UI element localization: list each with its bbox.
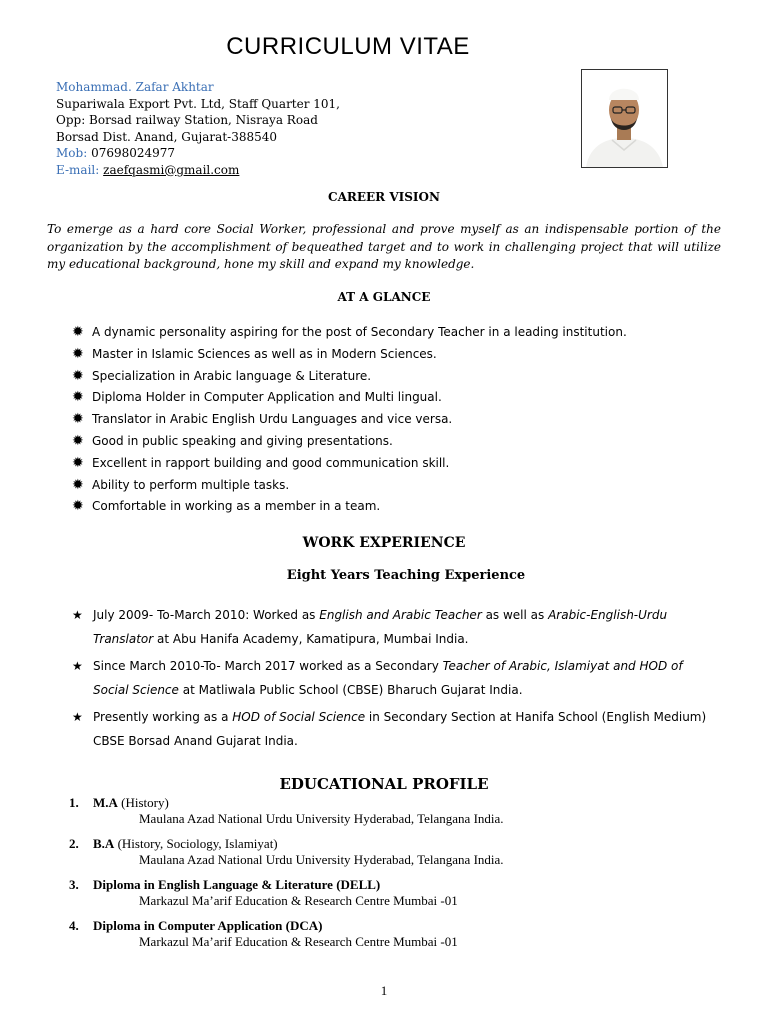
page-number: 1 — [380, 983, 388, 998]
email-label: E-mail: — [56, 162, 100, 177]
item-number: 4. — [69, 918, 79, 933]
list-item-text: Good in public speaking and giving presentations. — [92, 433, 393, 448]
address-line: Borsad Dist. Anand, Gujarat-388540 — [56, 129, 278, 144]
sun-bullet-icon: ✹ — [72, 389, 84, 406]
job-role: English and Arabic Teacher — [319, 608, 482, 622]
sun-bullet-icon: ✹ — [72, 411, 84, 428]
degree-detail: (History) — [117, 795, 169, 810]
job-text: at Matliwala Public School (CBSE) Bharuch Gujarat India. — [178, 683, 523, 697]
address-line: Supariwala Export Pvt. Ltd, Staff Quarter 101, — [56, 96, 340, 111]
job-text: Presently working as a — [93, 710, 233, 724]
star-bullet-icon: ★ — [72, 659, 83, 673]
document-title: CURRICULUM VITAE — [226, 33, 470, 60]
list-item — [72, 344, 627, 366]
work-experience-list — [72, 603, 712, 756]
job-text: Since March 2010-To- March 2017 worked as a Secondary — [93, 659, 443, 673]
item-number: 3. — [69, 877, 79, 892]
educational-profile-heading: EDUCATIONAL PROFILE — [279, 775, 489, 793]
list-item-text: Comfortable in working as a member in a team. — [92, 499, 381, 514]
mobile-number: 07698024977 — [91, 146, 176, 160]
star-bullet-icon: ★ — [72, 608, 83, 622]
list-item — [69, 795, 504, 836]
list-item — [72, 409, 627, 431]
sun-bullet-icon: ✹ — [72, 498, 84, 515]
degree-name: M.A — [93, 795, 118, 810]
list-item-text: Diploma Holder in Computer Application and Multi lingual. — [92, 390, 442, 405]
list-item — [69, 918, 504, 959]
list-item — [72, 387, 627, 409]
list-item — [69, 877, 504, 918]
list-item-text: Master in Islamic Sciences as well as in Modern Sciences. — [92, 346, 437, 361]
list-item-text: Translator in Arabic English Urdu Languages and vice versa. — [92, 412, 453, 427]
institution: Maulana Azad National Urdu University Hyderabad, Telangana India. — [139, 852, 504, 867]
degree-detail: (History, Sociology, Islamiyat) — [114, 836, 278, 851]
list-item — [69, 836, 504, 877]
star-bullet-icon: ★ — [72, 710, 83, 724]
job-text: at Abu Hanifa Academy, Kamatipura, Mumbai India. — [153, 632, 469, 646]
list-item — [72, 366, 627, 388]
career-vision-heading: CAREER VISION — [328, 190, 440, 204]
degree-detail: (DELL) — [332, 877, 381, 892]
job-text: as well as — [481, 608, 549, 622]
list-item — [72, 654, 712, 702]
job-role: Arabic-English-Urdu Translator — [93, 608, 668, 646]
list-item — [72, 603, 712, 651]
work-experience-subheading: Eight Years Teaching Experience — [286, 568, 526, 583]
list-item-text: Specialization in Arabic language & Literature. — [92, 368, 372, 383]
list-item — [72, 322, 627, 344]
job-text: in Secondary Section at Hanifa School (English Medium) CBSE Borsad Anand Gujarat India. — [93, 710, 707, 748]
email-row — [56, 162, 340, 179]
sun-bullet-icon: ✹ — [72, 476, 84, 493]
list-item — [72, 705, 712, 753]
mobile-label: Mob: — [56, 146, 88, 160]
institution: Maulana Azad National Urdu University Hyderabad, Telangana India. — [139, 811, 504, 826]
item-number: 2. — [69, 836, 79, 851]
profile-photo — [581, 69, 668, 168]
email-link[interactable]: zaefqasmi@gmail.com — [103, 162, 240, 177]
job-text: July 2009- To-March 2010: Worked as — [93, 608, 320, 622]
degree-name: Diploma in English Language & Literature — [93, 877, 333, 892]
sun-bullet-icon: ✹ — [72, 367, 84, 384]
list-item-text: Excellent in rapport building and good communication skill. — [92, 455, 450, 470]
career-vision-text: To emerge as a hard core Social Worker, professional and prove myself as an indispensable portion of the organization by the accomplishment of bequeathed target and to work in challenging project that will utilize my educational background, hone my skill and expand my knowledge. — [47, 222, 721, 271]
job-role: HOD of Social Science — [232, 710, 366, 724]
applicant-name: Mohammad. Zafar Akhtar — [56, 80, 214, 94]
list-item — [72, 431, 627, 453]
institution: Markazul Ma’arif Education & Research Centre Mumbai -01 — [139, 893, 458, 908]
sun-bullet-icon: ✹ — [72, 345, 84, 362]
sun-bullet-icon: ✹ — [72, 432, 84, 449]
at-a-glance-heading: AT A GLANCE — [337, 290, 431, 304]
list-item-text: Ability to perform multiple tasks. — [92, 477, 290, 492]
job-role: Teacher of Arabic, Islamiyat and HOD of Social Science — [93, 659, 683, 697]
list-item — [72, 496, 627, 518]
sun-bullet-icon: ✹ — [72, 324, 84, 340]
education-list — [69, 795, 504, 959]
contact-block — [56, 79, 340, 178]
address-line: Opp: Borsad railway Station, Nisraya Road — [56, 113, 318, 127]
institution: Markazul Ma’arif Education & Research Centre Mumbai -01 — [139, 934, 458, 949]
work-experience-heading: WORK EXPERIENCE — [302, 535, 466, 551]
degree-name: B.A — [93, 836, 115, 851]
list-item — [72, 475, 627, 497]
list-item-text: A dynamic personality aspiring for the post of Secondary Teacher in a leading institution. — [92, 325, 627, 339]
at-a-glance-list — [72, 322, 627, 518]
list-item — [72, 453, 627, 475]
degree-name: Diploma in Computer Application (DCA) — [93, 918, 323, 933]
sun-bullet-icon: ✹ — [72, 454, 84, 471]
item-number: 1. — [69, 795, 79, 810]
mobile-row — [56, 145, 340, 162]
